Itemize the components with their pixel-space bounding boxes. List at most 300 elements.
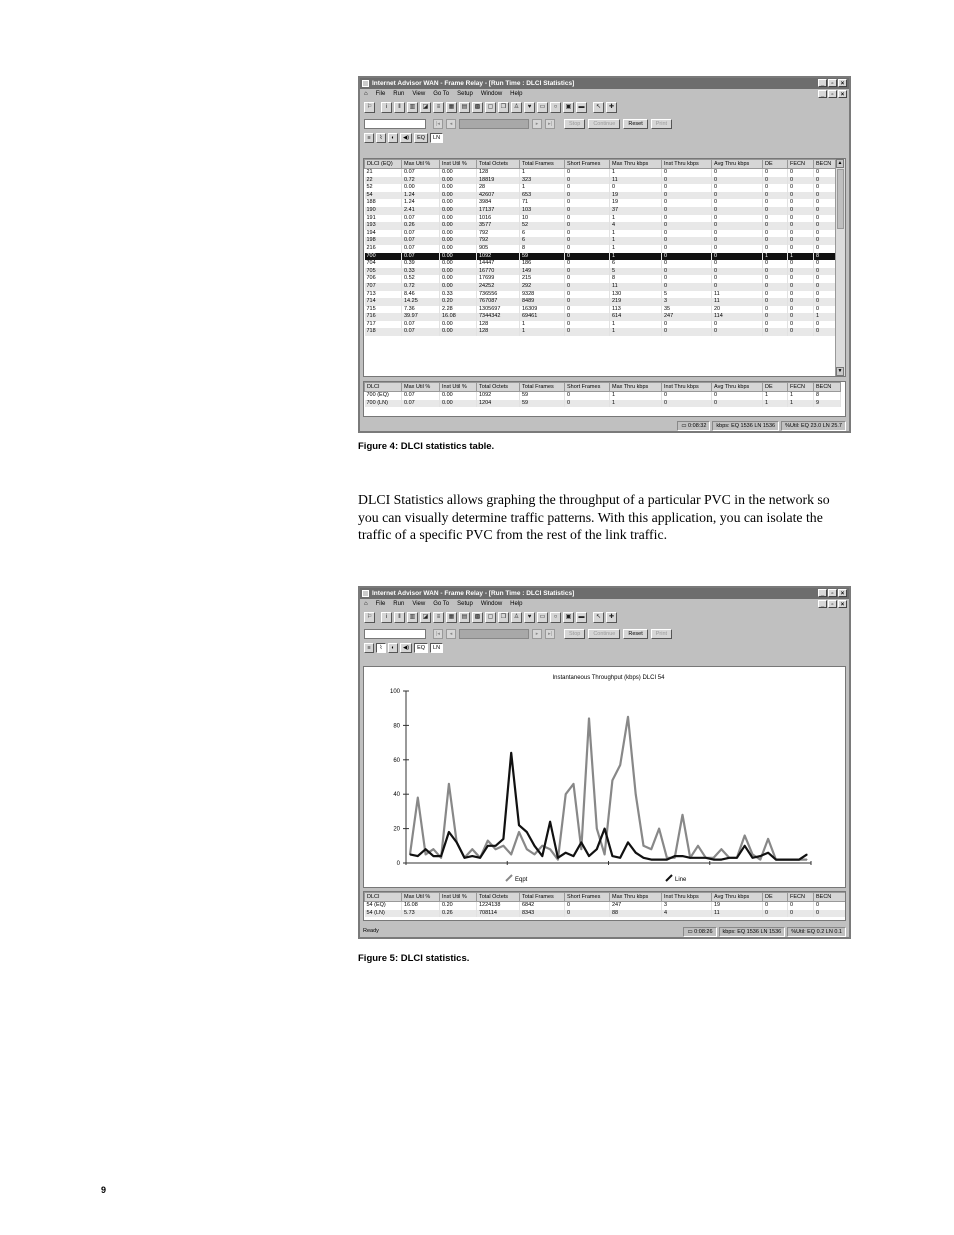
first-icon[interactable]: |◂ — [433, 119, 443, 129]
data-point — [752, 857, 753, 858]
data-point — [573, 783, 574, 784]
meter-icon[interactable]: ▬ — [576, 102, 587, 113]
table-cell: 0.00 — [440, 268, 477, 276]
table-row[interactable] — [365, 215, 841, 223]
table-cell: 0 — [712, 328, 763, 336]
data-point — [409, 854, 410, 855]
continue-button[interactable]: Continue — [588, 119, 620, 129]
data-point — [690, 857, 691, 858]
table-row[interactable] — [365, 902, 847, 910]
copy-icon[interactable]: ❐ — [498, 612, 509, 623]
pause-icon[interactable]: ‖ — [394, 612, 405, 623]
table-row[interactable] — [365, 237, 841, 245]
table-cell: 1 — [610, 245, 662, 253]
runner-icon[interactable]: ⚐ — [364, 102, 375, 113]
column-header[interactable]: Max Thru kbps — [610, 160, 662, 169]
ln-button[interactable]: LN — [430, 643, 443, 653]
stop-button[interactable]: Stop — [564, 119, 585, 129]
column-header[interactable]: Total Octets — [477, 160, 520, 169]
table-cell: 0 — [565, 199, 610, 207]
child-restore-icon[interactable]: ▫ — [828, 90, 837, 98]
child-close-icon[interactable]: × — [838, 600, 847, 608]
position-field[interactable] — [364, 629, 426, 639]
column-header[interactable]: FECN — [788, 160, 814, 169]
data-point — [550, 821, 551, 822]
table-cell: 0 — [788, 207, 814, 215]
column-header[interactable]: Total Frames — [520, 383, 565, 392]
column-header[interactable]: DLCI — [365, 383, 402, 392]
next-icon[interactable]: ▸ — [532, 119, 542, 129]
table-row[interactable] — [365, 253, 841, 261]
column-header[interactable]: DE — [763, 383, 788, 392]
data-point — [721, 859, 722, 860]
table-row[interactable] — [365, 910, 847, 918]
frame-icon[interactable]: ▣ — [563, 102, 574, 113]
pie-view-icon[interactable]: ◐ — [388, 133, 398, 143]
table-cell: 14.25 — [402, 298, 440, 306]
table-cell: 0 — [763, 199, 788, 207]
stop-button[interactable]: Stop — [564, 629, 585, 639]
table-row[interactable] — [365, 392, 841, 400]
table-cell: 0 — [712, 199, 763, 207]
table-cell: 0 — [565, 192, 610, 200]
restore-icon[interactable]: ▫ — [828, 79, 837, 87]
position-field[interactable] — [364, 119, 426, 129]
summary-table — [363, 381, 846, 417]
table-cell: 0 — [763, 177, 788, 185]
table-row[interactable] — [365, 298, 841, 306]
table-cell: 8489 — [520, 298, 565, 306]
table-cell: 0 — [565, 283, 610, 291]
data-point — [799, 859, 800, 860]
table-row[interactable] — [365, 230, 841, 238]
table-row[interactable] — [365, 306, 841, 314]
column-header[interactable]: Short Frames — [565, 160, 610, 169]
column-header[interactable]: BECN — [814, 893, 847, 902]
data-point — [744, 845, 745, 846]
column-header[interactable]: Inst Thru kbps — [662, 893, 712, 902]
data-point — [674, 856, 675, 857]
restore-icon[interactable]: ▫ — [828, 589, 837, 597]
last-icon[interactable]: ▸| — [545, 119, 555, 129]
figure-4-caption: Figure 4: DLCI statistics table. — [358, 441, 495, 452]
table-cell: 0 — [788, 328, 814, 336]
table-cell: 0.00 — [440, 245, 477, 253]
scroll-up-icon[interactable]: ▲ — [837, 160, 843, 166]
table-cell: 0 — [788, 169, 814, 177]
table-cell: 0 — [712, 192, 763, 200]
info-icon[interactable]: i — [381, 102, 392, 113]
minimize-icon[interactable]: _ — [818, 589, 827, 597]
column-header[interactable]: BECN — [814, 160, 841, 169]
table-cell: 0 — [788, 177, 814, 185]
table-row[interactable] — [365, 313, 841, 321]
table-row[interactable] — [365, 275, 841, 283]
runner-icon[interactable]: ⚐ — [364, 612, 375, 623]
table-cell: 11 — [712, 298, 763, 306]
menu-file[interactable]: File — [375, 601, 386, 607]
data-point — [697, 845, 698, 846]
table-cell: 792 — [477, 237, 520, 245]
data-point — [736, 857, 737, 858]
data-point — [472, 849, 473, 850]
table-cell: 0 — [662, 328, 712, 336]
table-cell: 3 — [662, 902, 712, 910]
table-cell: 16.08 — [440, 313, 477, 321]
menu-window[interactable]: Window — [480, 91, 503, 97]
data-point — [550, 849, 551, 850]
table-cell: 0 — [565, 260, 610, 268]
frame-icon[interactable]: ▣ — [563, 612, 574, 623]
close-icon[interactable]: × — [838, 589, 847, 597]
table-cell: 323 — [520, 177, 565, 185]
column-header[interactable]: Total Octets — [477, 383, 520, 392]
column-header[interactable]: DE — [763, 160, 788, 169]
table-cell: 1.24 — [402, 199, 440, 207]
table-cell: 0 — [788, 910, 814, 918]
data-point — [425, 854, 426, 855]
pie-view-icon[interactable]: ◐ — [388, 643, 398, 653]
status-kbps: kbps: EQ 1536 LN 1536 — [712, 421, 779, 431]
table-cell: 718 — [365, 328, 402, 336]
column-header[interactable]: DLCI (EQ) — [365, 160, 402, 169]
table-cell: 0 — [712, 177, 763, 185]
menu-help[interactable]: Help — [510, 601, 523, 607]
table-cell: 0.00 — [440, 260, 477, 268]
column-header[interactable]: Avg Thru kbps — [712, 893, 763, 902]
circle-icon[interactable]: ○ — [550, 102, 561, 113]
list-icon[interactable]: ≡ — [433, 102, 444, 113]
print-button[interactable]: Print — [651, 629, 672, 639]
table-cell: 0.33 — [440, 291, 477, 299]
title-bar — [360, 78, 849, 89]
column-header[interactable]: Inst Util % — [440, 383, 477, 392]
position-slider[interactable] — [459, 119, 529, 129]
table-cell: 8343 — [520, 910, 565, 918]
grid-icon[interactable]: ▤ — [459, 102, 470, 113]
heart-icon[interactable]: ♥ — [524, 612, 535, 623]
table-cell: 11 — [712, 291, 763, 299]
data-point — [697, 857, 698, 858]
table-cell: 0 — [763, 902, 788, 910]
pointer-icon[interactable]: ↖ — [593, 102, 604, 113]
table-view-icon[interactable]: ≡ — [364, 133, 374, 143]
column-header[interactable]: Short Frames — [565, 893, 610, 902]
scroll-thumb[interactable] — [837, 169, 844, 229]
menu-goto[interactable]: Go To — [433, 91, 450, 97]
throughput-chart-svg — [364, 667, 849, 887]
plus-icon[interactable]: ✚ — [606, 612, 617, 623]
table-cell: 18819 — [477, 177, 520, 185]
column-header[interactable]: Max Util % — [402, 893, 440, 902]
data-point — [487, 840, 488, 841]
column-header[interactable]: Total Frames — [520, 893, 565, 902]
table-cell: 0 — [565, 275, 610, 283]
table-view-icon[interactable]: ≡ — [364, 643, 374, 653]
table-cell: 193 — [365, 222, 402, 230]
table-cell: 188 — [365, 199, 402, 207]
ln-button[interactable]: LN — [430, 133, 443, 143]
last-icon[interactable]: ▸| — [545, 629, 555, 639]
table-cell: 59 — [520, 253, 565, 261]
table-cell: 10 — [520, 215, 565, 223]
column-header[interactable]: Max Thru kbps — [610, 893, 662, 902]
meter-icon[interactable]: ▬ — [576, 612, 587, 623]
column-header[interactable]: Max Util % — [402, 383, 440, 392]
menu-goto[interactable]: Go To — [433, 601, 450, 607]
grid-icon[interactable]: ▤ — [459, 612, 470, 623]
table-cell: 0 — [788, 275, 814, 283]
column-header[interactable]: Avg Thru kbps — [712, 160, 763, 169]
table-cell: 736556 — [477, 291, 520, 299]
data-point — [612, 856, 613, 857]
data-point — [448, 831, 449, 832]
table-row[interactable] — [365, 321, 841, 329]
doc-icon[interactable]: ▭ — [537, 612, 548, 623]
table-cell: 6 — [520, 237, 565, 245]
data-point — [417, 797, 418, 798]
position-slider[interactable] — [459, 629, 529, 639]
data-point — [503, 838, 504, 839]
table-cell: 8 — [814, 392, 841, 400]
menu-window[interactable]: Window — [480, 601, 503, 607]
column-header[interactable]: Inst Util % — [440, 160, 477, 169]
table-cell: 0.00 — [440, 237, 477, 245]
table-cell: 1 — [610, 237, 662, 245]
continue-button[interactable]: Continue — [588, 629, 620, 639]
graph-icon[interactable]: ◪ — [420, 612, 431, 623]
table-cell: 0 — [814, 230, 841, 238]
column-header[interactable]: Short Frames — [565, 383, 610, 392]
minimize-icon[interactable]: _ — [818, 79, 827, 87]
table-cell: 11 — [712, 910, 763, 918]
table-cell: 0 — [814, 298, 841, 306]
table-cell: 0 — [814, 268, 841, 276]
menu-view[interactable]: View — [412, 601, 426, 607]
table-cell: 0 — [763, 230, 788, 238]
table-cell: 1224138 — [477, 902, 520, 910]
column-header[interactable]: BECN — [814, 383, 841, 392]
table-row[interactable] — [365, 291, 841, 299]
table-cell: 0 — [565, 237, 610, 245]
table-cell: 0 — [712, 392, 763, 400]
eq-button[interactable]: EQ — [414, 643, 428, 653]
y-tick-label: 0 — [396, 861, 400, 867]
table-cell: 0.00 — [440, 177, 477, 185]
table-scrollbar[interactable] — [835, 159, 845, 376]
table-cell: 0 — [712, 184, 763, 192]
reset-button[interactable]: Reset — [623, 629, 647, 639]
table-icon[interactable]: ▦ — [446, 102, 457, 113]
data-point — [495, 849, 496, 850]
table-row[interactable] — [365, 184, 841, 192]
next-icon[interactable]: ▸ — [532, 629, 542, 639]
chart-icon[interactable]: ▥ — [407, 612, 418, 623]
table-cell: 1092 — [477, 392, 520, 400]
prev-icon[interactable]: ◂ — [446, 119, 456, 129]
table-cell: 0 — [814, 245, 841, 253]
table-row[interactable] — [365, 260, 841, 268]
table-cell: 1 — [763, 400, 788, 408]
pointer-icon[interactable]: ↖ — [593, 612, 604, 623]
list-icon[interactable]: ≡ — [433, 612, 444, 623]
speaker-icon[interactable]: ◀) — [400, 643, 412, 653]
column-header[interactable]: Inst Util % — [440, 893, 477, 902]
child-minimize-icon[interactable]: _ — [818, 90, 827, 98]
y-tick-label: 20 — [393, 826, 400, 833]
data-point — [581, 849, 582, 850]
column-header[interactable]: Avg Thru kbps — [712, 383, 763, 392]
menu-file[interactable]: File — [375, 91, 386, 97]
column-header[interactable]: Inst Thru kbps — [662, 160, 712, 169]
eq-button[interactable]: EQ — [414, 133, 428, 143]
table-row[interactable] — [365, 169, 841, 177]
table-cell: 0.00 — [440, 328, 477, 336]
menu-help[interactable]: Help — [510, 91, 523, 97]
plus-icon[interactable]: ✚ — [606, 102, 617, 113]
data-point — [620, 857, 621, 858]
table-row[interactable] — [365, 177, 841, 185]
table-cell: 0.00 — [440, 222, 477, 230]
table-cell: 0 — [814, 237, 841, 245]
graph-view-icon[interactable]: ⌇ — [376, 133, 386, 143]
table-cell: 0 — [788, 199, 814, 207]
table-cell: 0 — [814, 177, 841, 185]
doc-icon[interactable]: ▭ — [537, 102, 548, 113]
table-row[interactable] — [365, 400, 841, 408]
table-cell: 1 — [520, 328, 565, 336]
table-cell: 0.00 — [440, 199, 477, 207]
table-cell: 0 — [814, 260, 841, 268]
data-point — [534, 854, 535, 855]
child-close-icon[interactable]: × — [838, 90, 847, 98]
table-cell: 0 — [788, 306, 814, 314]
data-point — [596, 828, 597, 829]
circle-icon[interactable]: ○ — [550, 612, 561, 623]
pause-icon[interactable]: ‖ — [394, 102, 405, 113]
table-row[interactable] — [365, 222, 841, 230]
table-cell: 52 — [520, 222, 565, 230]
table-row[interactable] — [365, 283, 841, 291]
info-icon[interactable]: i — [381, 612, 392, 623]
column-header[interactable]: Inst Thru kbps — [662, 383, 712, 392]
table-cell: 8 — [610, 275, 662, 283]
grid2-icon[interactable]: ▩ — [472, 612, 483, 623]
menu-run[interactable]: Run — [393, 601, 405, 607]
column-header[interactable]: FECN — [788, 893, 814, 902]
table-cell: 54 (LN) — [365, 910, 402, 918]
data-point — [760, 859, 761, 860]
user-icon[interactable]: ♙ — [511, 102, 522, 113]
table-cell: 715 — [365, 306, 402, 314]
column-header[interactable]: DLCI — [365, 893, 402, 902]
view-toolbar — [360, 641, 849, 654]
menu-setup[interactable]: Setup — [457, 91, 473, 97]
child-restore-icon[interactable]: ▫ — [828, 600, 837, 608]
speaker-icon[interactable]: ◀) — [400, 133, 412, 143]
mdi-icon[interactable]: ⌂ — [364, 601, 368, 607]
table-cell: 3577 — [477, 222, 520, 230]
table-row[interactable] — [365, 245, 841, 253]
table-cell: 704 — [365, 260, 402, 268]
table-cell: 0 — [565, 306, 610, 314]
data-point — [666, 859, 667, 860]
column-header[interactable]: Total Octets — [477, 893, 520, 902]
table-cell: 0 — [814, 306, 841, 314]
column-header[interactable]: DE — [763, 893, 788, 902]
table-row[interactable] — [365, 207, 841, 215]
table-cell: 1.24 — [402, 192, 440, 200]
table-cell: 1204 — [477, 400, 520, 408]
column-header[interactable]: Max Thru kbps — [610, 383, 662, 392]
table-cell: 0.00 — [402, 184, 440, 192]
close-icon[interactable]: × — [838, 79, 847, 87]
table-cell: 0.07 — [402, 400, 440, 408]
print-button[interactable]: Print — [651, 119, 672, 129]
table-cell: 69461 — [520, 313, 565, 321]
table-cell: 4 — [662, 910, 712, 918]
menu-view[interactable]: View — [412, 91, 426, 97]
first-icon[interactable]: |◂ — [433, 629, 443, 639]
table-cell: 190 — [365, 207, 402, 215]
table-cell: 0.00 — [440, 184, 477, 192]
data-point — [588, 718, 589, 719]
dlci-table-screenshot — [358, 76, 851, 433]
table-cell: 0 — [565, 177, 610, 185]
column-header[interactable]: Total Frames — [520, 160, 565, 169]
scroll-down-icon[interactable]: ▼ — [837, 368, 843, 374]
table-row[interactable] — [365, 328, 841, 336]
copy-icon[interactable]: ❐ — [498, 102, 509, 113]
table-cell: 1 — [610, 230, 662, 238]
window-icon[interactable]: ▢ — [485, 612, 496, 623]
table-cell: 708114 — [477, 910, 520, 918]
table-cell: 130 — [610, 291, 662, 299]
table-cell: 0.00 — [440, 253, 477, 261]
heart-icon[interactable]: ♥ — [524, 102, 535, 113]
child-minimize-icon[interactable]: _ — [818, 600, 827, 608]
column-header[interactable]: FECN — [788, 383, 814, 392]
data-point — [526, 849, 527, 850]
table-cell: 1016 — [477, 215, 520, 223]
table-row[interactable] — [365, 192, 841, 200]
grid2-icon[interactable]: ▩ — [472, 102, 483, 113]
table-cell: 0.00 — [440, 215, 477, 223]
reset-button[interactable]: Reset — [623, 119, 647, 129]
column-header[interactable]: Max Util % — [402, 160, 440, 169]
prev-icon[interactable]: ◂ — [446, 629, 456, 639]
mdi-icon[interactable]: ⌂ — [364, 91, 368, 97]
menu-setup[interactable]: Setup — [457, 601, 473, 607]
user-icon[interactable]: ♙ — [511, 612, 522, 623]
graph-icon[interactable]: ◪ — [420, 102, 431, 113]
table-icon[interactable]: ▦ — [446, 612, 457, 623]
chart-icon[interactable]: ▥ — [407, 102, 418, 113]
table-row[interactable] — [365, 199, 841, 207]
menu-run[interactable]: Run — [393, 91, 405, 97]
graph-view-icon[interactable]: ⌇ — [376, 643, 386, 653]
table-cell: 0 — [788, 283, 814, 291]
table-row[interactable] — [365, 268, 841, 276]
status-bar — [360, 926, 849, 937]
window-icon[interactable]: ▢ — [485, 102, 496, 113]
table-cell: 0.00 — [440, 192, 477, 200]
table-cell: 0.00 — [440, 283, 477, 291]
table-cell: 1 — [610, 321, 662, 329]
table-cell: 0.26 — [402, 222, 440, 230]
table-cell: 0 — [712, 400, 763, 408]
table-cell: 0.00 — [440, 230, 477, 238]
